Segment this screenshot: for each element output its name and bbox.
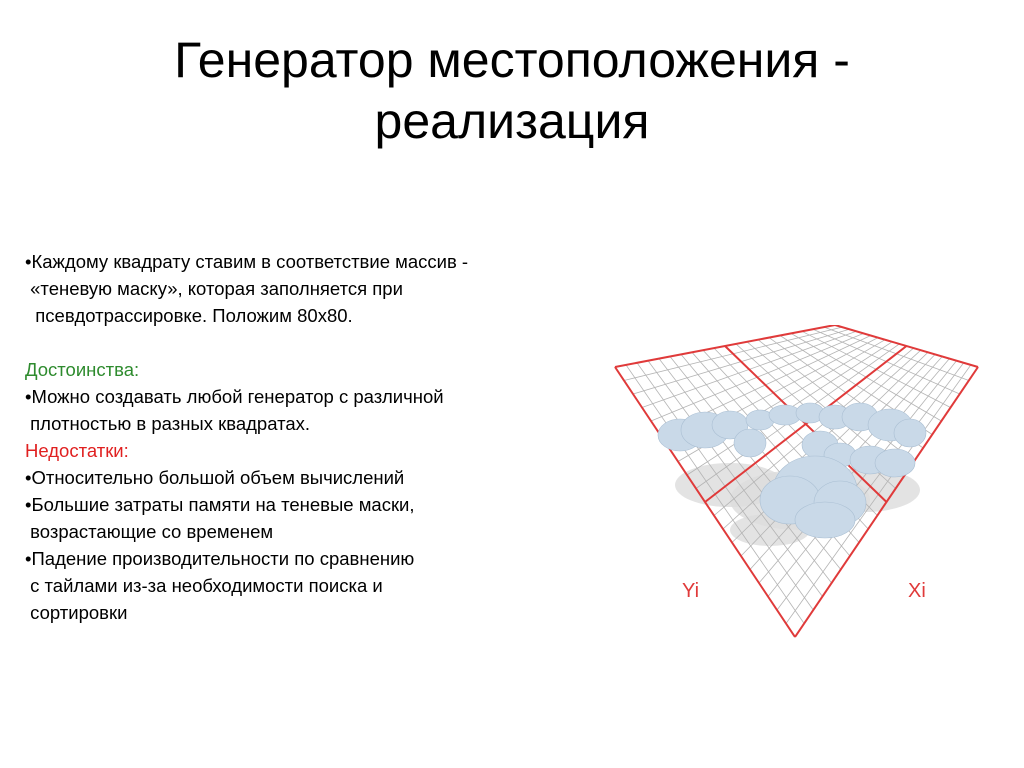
section-line [835,325,978,367]
disadvantage-line: сортировки [25,602,128,623]
disadvantage-line: •Падение производительности по сравнению [25,548,415,569]
disadvantage-line: •Относительно большой объем вычислений [25,467,405,488]
title-line-2: реализация [374,93,650,149]
slide-title [0,30,1024,152]
disadvantage-line: возрастающие со временем [25,521,274,542]
cloud-blob [875,449,915,477]
grid-svg [610,325,990,645]
disadvantage-line: с тайлами из-за необходимости поиска и [25,575,383,596]
cloud-blob [795,502,855,538]
intro-line: •Каждому квадрату ставим в соответствие массив - [25,251,469,272]
x-axis-label: Xi [908,580,926,602]
disadvantages-heading: Недостатки: [25,440,129,461]
advantages-heading: Достоинства: [25,359,140,380]
cloud-blob [894,419,926,447]
intro-line: «теневую маску», которая заполняется при [25,278,403,299]
cloud-blob [734,429,766,457]
disadvantage-line: •Большие затраты памяти на теневые маски, [25,494,415,515]
grid-illustration [610,325,990,645]
advantage-line: плотностью в разных квадратах. [25,413,311,434]
spacer [25,329,605,356]
intro-line: псевдотрассировке. Положим 80х80. [25,305,353,326]
slide-body [25,248,605,626]
advantage-line: •Можно создавать любой генератор с различной [25,386,444,407]
y-axis-label: Yi [682,580,700,602]
title-line-1: Генератор местоположения - [174,32,850,88]
